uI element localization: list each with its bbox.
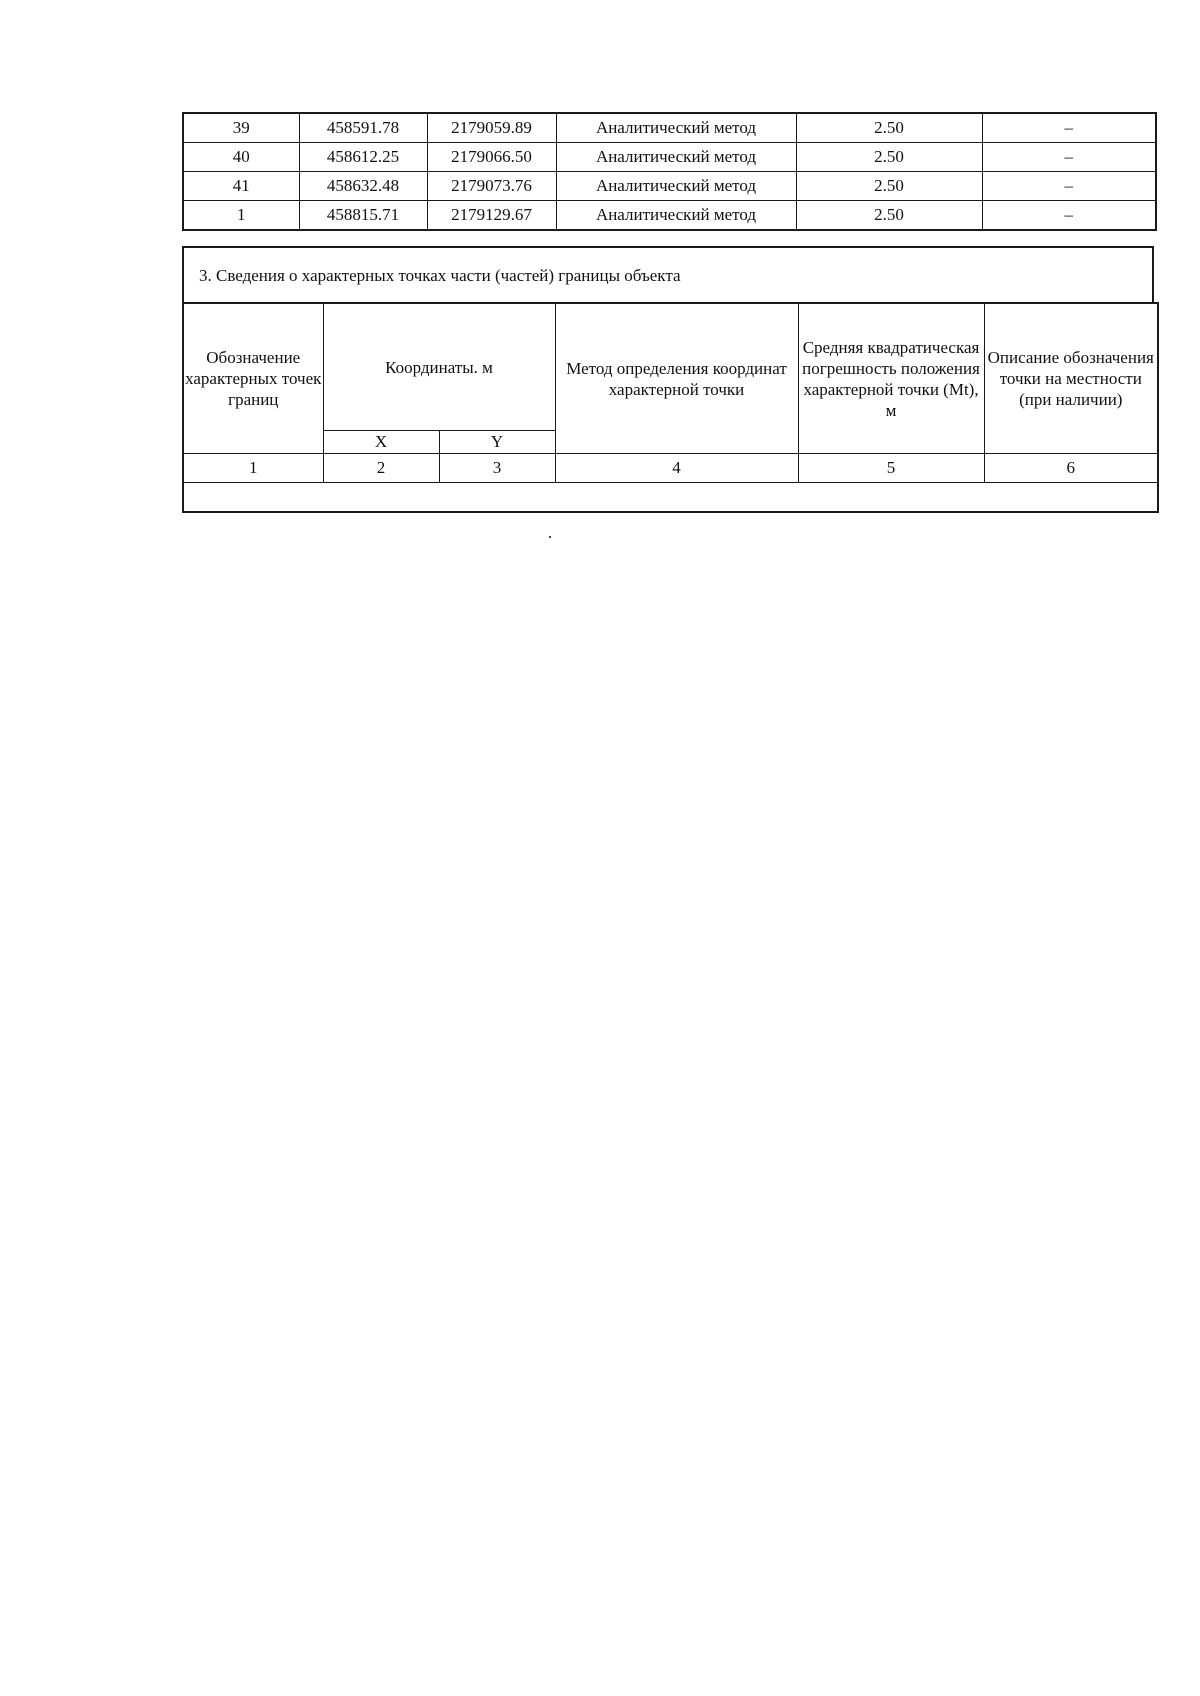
- description-cell: –: [982, 143, 1156, 172]
- x-coordinate-cell: 458612.25: [299, 143, 427, 172]
- point-number-cell: 40: [183, 143, 299, 172]
- description-header: Описание обозначения точки на местности (при наличии): [984, 303, 1158, 454]
- parts-points-table: [182, 302, 1159, 513]
- table-row: [183, 172, 1156, 201]
- mean-error-header: Средняя квадратическая погрешность положения характерной точки (Mt), м: [798, 303, 984, 454]
- x-coordinate-cell: 458815.71: [299, 201, 427, 231]
- x-coordinate-cell: 458632.48: [299, 172, 427, 201]
- description-cell: –: [982, 113, 1156, 143]
- mean-error-cell: 2.50: [796, 113, 982, 143]
- column-numbers-row: [183, 454, 1158, 483]
- column-number: 2: [323, 454, 439, 483]
- description-cell: –: [982, 201, 1156, 231]
- y-coordinate-cell: 2179066.50: [427, 143, 556, 172]
- table-row: [183, 201, 1156, 231]
- section-3-header-box: [182, 246, 1154, 302]
- x-coordinate-cell: 458591.78: [299, 113, 427, 143]
- point-number-cell: 41: [183, 172, 299, 201]
- x-header: X: [323, 431, 439, 454]
- point-number-cell: 1: [183, 201, 299, 231]
- empty-row: [183, 483, 1158, 513]
- y-coordinate-cell: 2179073.76: [427, 172, 556, 201]
- coordinates-table: [182, 112, 1157, 231]
- y-header: Y: [439, 431, 555, 454]
- point-designation-header: Обозначение характерных точек границ: [183, 303, 323, 454]
- column-number: 3: [439, 454, 555, 483]
- table-row: [183, 113, 1156, 143]
- section-title: 3. Сведения о характерных точках части (частей) границы объекта: [199, 266, 681, 285]
- description-cell: –: [982, 172, 1156, 201]
- point-number-cell: 39: [183, 113, 299, 143]
- mean-error-cell: 2.50: [796, 143, 982, 172]
- stray-dot: [549, 536, 551, 538]
- coordinates-header: Координаты. м: [323, 303, 555, 431]
- y-coordinate-cell: 2179129.67: [427, 201, 556, 231]
- table-row: [183, 143, 1156, 172]
- column-number: 6: [984, 454, 1158, 483]
- method-cell: Аналитический метод: [556, 201, 796, 231]
- mean-error-cell: 2.50: [796, 201, 982, 231]
- empty-cell: [183, 483, 1158, 513]
- mean-error-cell: 2.50: [796, 172, 982, 201]
- method-cell: Аналитический метод: [556, 172, 796, 201]
- method-cell: Аналитический метод: [556, 113, 796, 143]
- method-header: Метод определения координат характерной точки: [555, 303, 798, 454]
- column-number: 5: [798, 454, 984, 483]
- column-number: 4: [555, 454, 798, 483]
- y-coordinate-cell: 2179059.89: [427, 113, 556, 143]
- table-header-row: [183, 303, 1158, 431]
- column-number: 1: [183, 454, 323, 483]
- method-cell: Аналитический метод: [556, 143, 796, 172]
